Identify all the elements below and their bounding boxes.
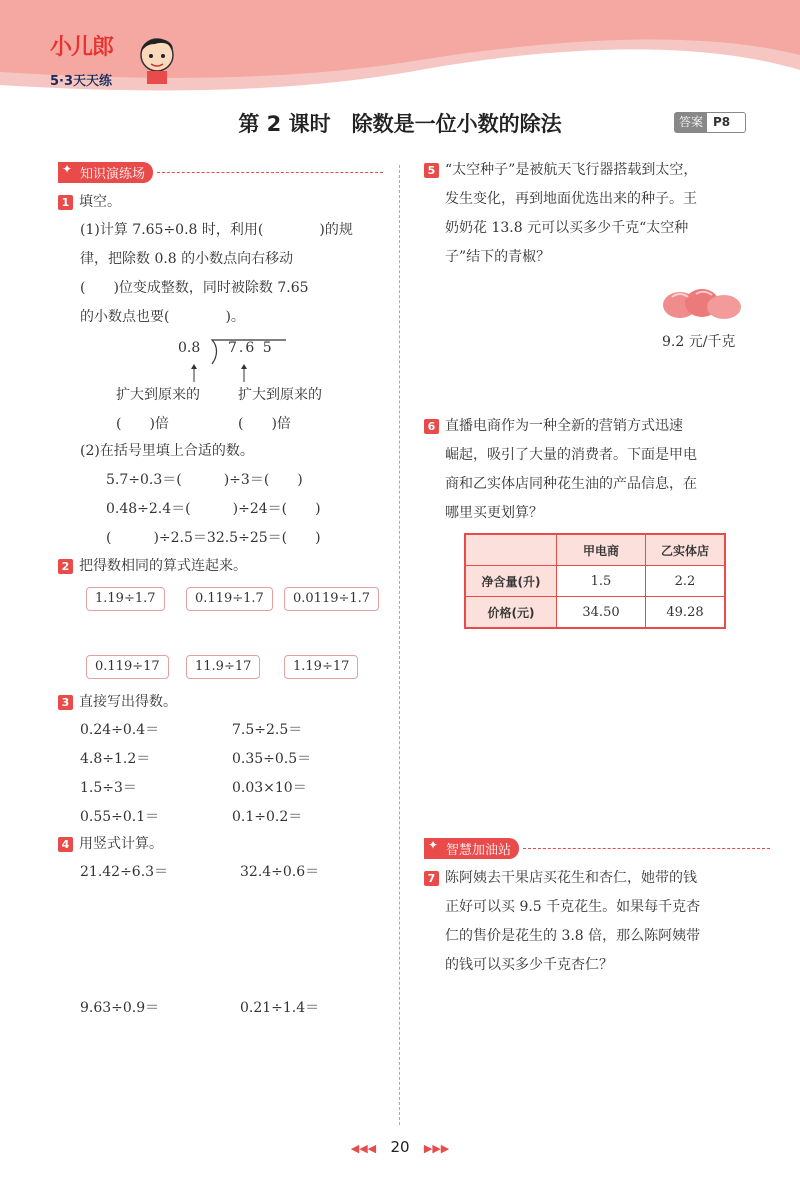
match-bottom-1[interactable]: 0.119÷17 [86, 655, 169, 679]
match-bottom-2[interactable]: 11.9÷17 [186, 655, 260, 679]
section-wisdom-label: ✦ 智慧加油站 [424, 838, 519, 859]
table-cell: 2.2 [646, 566, 726, 597]
match-bottom-3[interactable]: 1.19÷17 [284, 655, 358, 679]
question-1-title: 1 填空。 [58, 188, 121, 216]
question-number: 1 [58, 195, 73, 210]
question-3-title: 3 直接写出得数。 [58, 688, 177, 716]
page-number: 20 [390, 1138, 410, 1156]
table-row [465, 566, 725, 597]
question-2-title: 2 把得数相同的算式连起来。 [58, 552, 247, 580]
question-number: 5 [424, 163, 439, 178]
table-cell: 1.5 [557, 566, 646, 597]
note-left: 扩大到原来的 ( )倍 [116, 387, 200, 432]
q4-item-4: 0.21÷1.4＝ [240, 1000, 320, 1016]
question-6: 6 直播电商作为一种全新的营销方式迅速 崛起，吸引了大量的消费者。下面是甲电 商和乙实体店同种花生油的产品信息，在 哪里买更划算？ [424, 412, 754, 528]
match-top-1[interactable]: 1.19÷1.7 [86, 587, 165, 611]
table-row [465, 597, 725, 629]
question-number: 3 [58, 695, 73, 710]
mascot-boy-icon [135, 30, 180, 85]
note-right: 扩大到原来的 ( )倍 [238, 387, 322, 432]
green-pepper-icon [660, 285, 745, 323]
dividend: 7.6 5 [228, 340, 274, 356]
page-title: 第 2 课时 除数是一位小数的除法 [238, 112, 562, 136]
answer-label: 答案 [675, 113, 707, 132]
question-number: 2 [58, 559, 73, 574]
table-header-cell [465, 534, 557, 566]
brand-subtitle: 5·3天天练 [50, 74, 113, 89]
table-header-cell: 乙实体店 [646, 534, 726, 566]
question-number: 7 [424, 871, 439, 886]
prev-arrows-icon: ◀◀◀ [350, 1142, 377, 1155]
question-1-part2: (2)在括号里填上合适的数。 5.7÷0.3＝( )÷3＝( ) 0.48÷2.4＝( )÷24＝( ) ( )÷2.5＝32.5÷25＝( ) [80, 443, 321, 546]
question-1-part1: (1)计算 7.65÷0.8 时，利用( )的规 律，把除数 0.8 的小数点向右移动 ( )位变成整数，同时被除数 7.65 的小数点也要( )。 [80, 222, 353, 325]
brand-logo: 小儿郎 [50, 35, 114, 60]
pepper-price: 9.2 元/千克 [662, 334, 736, 350]
header-banner [0, 0, 800, 100]
question-4-title: 4 用竖式计算。 [58, 830, 163, 858]
answer-page: P8 [713, 115, 731, 129]
q4-item-2: 32.4÷0.6＝ [240, 864, 320, 880]
q4-item-1: 21.42÷6.3＝ [80, 864, 169, 880]
page-footer [0, 1138, 800, 1156]
divisor: 0.8 [178, 340, 201, 356]
section-practice-label: ✦ 知识演练场 [58, 162, 153, 183]
table-row-label: 净含量(升) [465, 566, 557, 597]
table-cell: 34.50 [557, 597, 646, 629]
column-divider [399, 165, 400, 1125]
match-top-3[interactable]: 0.0119÷1.7 [284, 587, 379, 611]
next-arrows-icon: ▶▶▶ [423, 1142, 450, 1155]
table-cell: 49.28 [646, 597, 726, 629]
section-dash [523, 848, 770, 849]
question-number: 6 [424, 419, 439, 434]
question-5: 5 “太空种子”是被航天飞行器搭载到太空， 发生变化，再到地面优选出来的种子。王 奶奶花 13.8 元可以买多少千克“太空种 子”结下的青椒？ [424, 156, 754, 272]
q3-right-column: 7.5÷2.5＝ 0.35÷0.5＝ 0.03×10＝ 0.1÷0.2＝ [232, 722, 312, 825]
question-number: 4 [58, 837, 73, 852]
question-7: 7 陈阿姨去干果店买花生和杏仁，她带的钱 正好可以买 9.5 千克花生。如果每千克杏 仁的售价是花生的 3.8 倍，那么陈阿姨带 的钱可以买多少千克杏仁？ [424, 864, 764, 980]
q3-left-column: 0.24÷0.4＝ 4.8÷1.2＝ 1.5÷3＝ 0.55÷0.1＝ [80, 722, 160, 825]
table-header-cell: 甲电商 [557, 534, 646, 566]
price-table [464, 533, 726, 629]
section-practice [58, 162, 383, 182]
section-wisdom [424, 838, 770, 858]
section-dash [157, 172, 383, 173]
table-row-label: 价格(元) [465, 597, 557, 629]
match-top-2[interactable]: 0.119÷1.7 [186, 587, 273, 611]
answer-reference [674, 112, 746, 133]
table-header-row [465, 534, 725, 566]
q4-item-3: 9.63÷0.9＝ [80, 1000, 160, 1016]
